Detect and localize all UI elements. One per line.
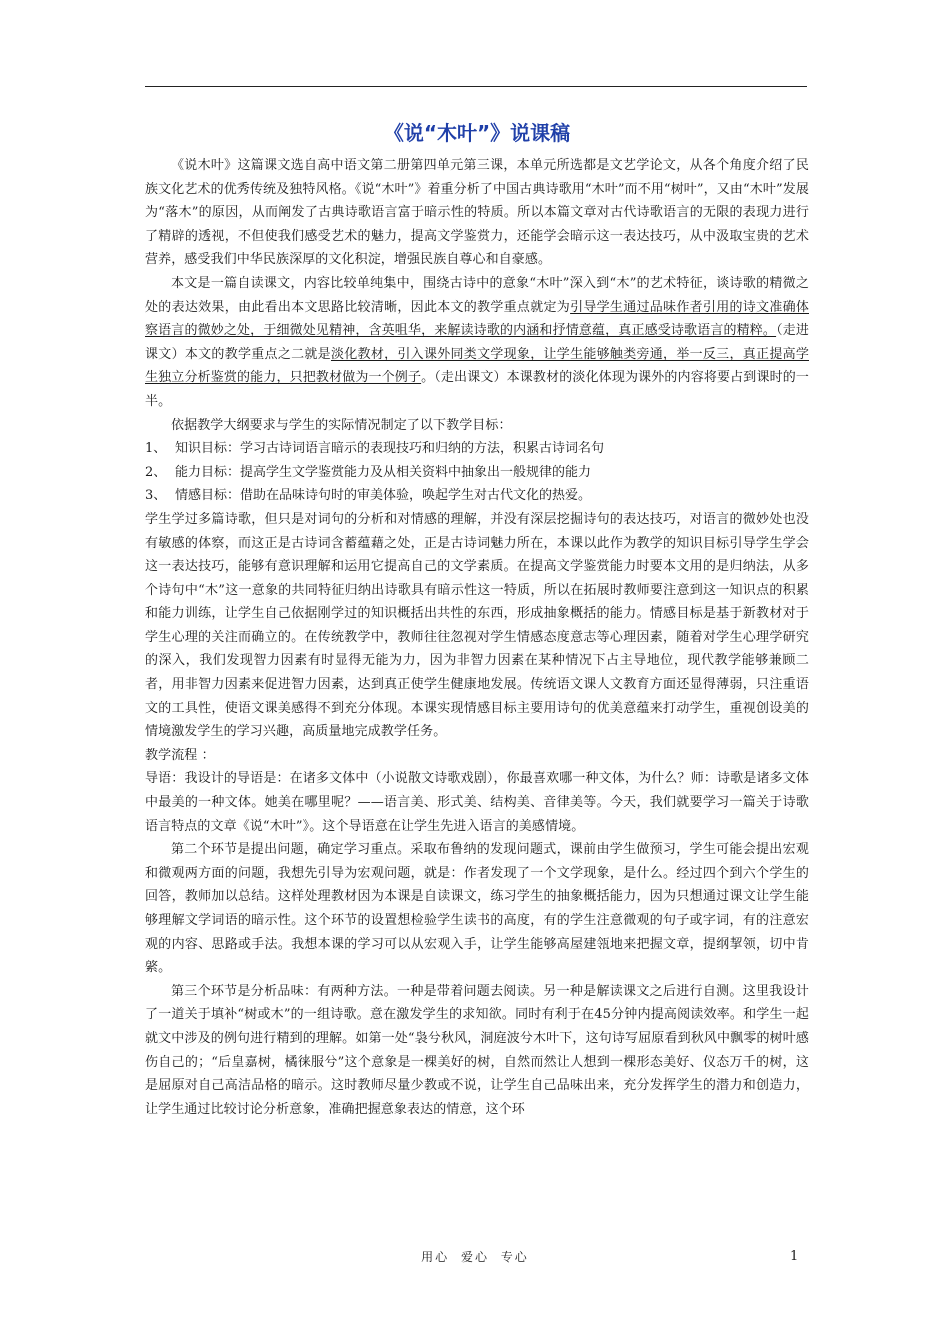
goal-number: 3、 (145, 488, 167, 504)
paragraph-goal-analysis: 学生学过多篇诗歌，但只是对词句的分析和对情感的理解，并没有深层挖掘诗句的表达技巧，对语言的微妙处也没有敏感的体察，而这正是古诗词含蓄蕴藉之处，正是古诗词魅力所在，本课以此作为教学的知识目标引导学生学会这一表达技巧，能够有意识理解和运用它提高自己的文学素质。在提高文学鉴赏能力时要本文用的是归纳法，从多个诗句中“木”这一意象的共同特征归纳出诗歌具有暗示性这一特质，所以在拓展时教师要注意到这一知识点的积累和能力训练，让学生自己依据刚学过的知识概括出共性的东西，形成抽象概括的能力。情感目标是基于新教材对于学生心理的关注而确立的。在传统教学中，教师往往忽视对学生情感态度意志等心理因素，随着对学生心理学研究的深入，我们发现智力因素有时显得无能为力，因为非智力因素在某种情况下占主导地位，现代教学能够兼顾二者，用非智力因素来促进智力因素，达到真正使学生健康地发展。传统语文课人文教育方面还显得薄弱，只注重语文的工具性，使语文课美感得不到充分体现。本课实现情感目标主要用诗句的优美意蕴来打动学生，重视创设美的情境激发学生的学习兴趣，高质量地完成教学任务。 (145, 511, 809, 740)
paragraph-goals-intro: 依据教学大纲要求与学生的实际情况制定了以下教学目标： (171, 417, 512, 433)
paragraph-intro: 《说木叶》这篇课文选自高中语文第二册第四单元第三课，本单元所选都是文艺学论文，从各个角度介绍了民族文化艺术的优秀传统及独特风格。《说“木叶”》着重分析了中国古典诗歌用“木叶”而不用“树叶”，又由“木叶”发展为“落木”的原因，从而阐发了古典诗歌语言富于暗示性的特质。所以本篇文章对古代诗歌语言的无限的表现力进行了精辟的透视，不但使我们感受艺术的魅力，提高文学鉴赏力，还能学会暗示这一表达技巧，从中汲取宝贵的艺术营养，感受我们中华民族深厚的文化积淀，增强民族自尊心和自豪感。 (145, 158, 809, 268)
focus-underlined-1: 引导学生通过品味作者引用的诗文准确体察语言的微妙之处，于细微处见精神，含英咀华，来解读诗歌的内涵和抒情意蕴，真正感受诗歌语言的精粹。 (145, 299, 809, 339)
goal-item (145, 437, 809, 461)
goal-number: 1、 (145, 441, 167, 457)
goal-item (145, 484, 809, 508)
page-title: 《说“木叶”》说课稿 (383, 121, 571, 145)
goal-text: 知识目标：学习古诗词语言暗示的表现技巧和归纳的方法，积累古诗词名句 (175, 441, 605, 457)
focus-text-c: （走进课文）本文的教学重点之二就是 (145, 323, 809, 362)
footer-motto: 用心 爱心 专心 (421, 1250, 529, 1264)
page-number: 1 (790, 1249, 799, 1264)
header-rule (145, 86, 807, 87)
document-body (145, 118, 809, 1121)
goal-text: 能力目标：提高学生文学鉴赏能力及从相关资料中抽象出一般规律的能力 (175, 464, 592, 480)
focus-text-e: 。（走出课文）本课教材的淡化体现为课外的内容将要占到课时的一半。 (145, 370, 809, 409)
paragraph-flow-heading: 教学流程 ： (145, 747, 215, 763)
paragraph-step-two: 第二个环节是提出问题，确定学习重点。采取布鲁纳的发现问题式，课前由学生做预习，学生可能会提出宏观和微观两方面的问题，我想先引导为宏观问题，就是：作者发现了一个文学现象，是什么。经过四个到六个学生的回答，教师加以总结。这样处理教材因为本课是自读课文，练习学生的抽象概括能力，因为只想通过课文让学生能够理解文学词语的暗示性。这个环节的设置想检验学生读书的高度，有的学生注意微观的句子或字词，有的注意宏观的内容、思路或手法。我想本课的学习可以从宏观入手，让学生能够高屋建瓴地来把握文章，提纲挈领，切中肯綮。 (145, 842, 809, 976)
paragraph-step-three: 第三个环节是分析品味：有两种方法。一种是带着问题去阅读。另一种是解读课文之后进行自测。这里我设计了一道关于填补“树或木”的一组诗歌。意在激发学生的求知欲。同时有利于在45分钟内提高阅读效率。和学生一起就文中涉及的例句进行精到的理解。如第一处“袅兮秋风，洞庭波兮木叶下，这句诗写屈原看到秋风中飘零的树叶感伤自己的；“后皇嘉树，橘徕服兮”这个意象是一棵美好的树，自然而然让人想到一棵形态美好、仪态万千的树，这是屈原对自己高洁品格的暗示。这时教师尽量少教或不说，让学生自己品味出来，充分发挥学生的潜力和创造力，让学生通过比较讨论分析意象，准确把握意象表达的情意，这个环 (145, 983, 809, 1117)
focus-text-a: 本文是一篇自读课文，内容比较单纯集中，围绕古诗中的意象“木叶”深入到“木”的艺术特征，谈诗歌的精微之处的表达效果，由此看出本文思路比较清晰，因此本文的教学重点就定为 (145, 275, 809, 315)
paragraph-lead-in: 导语：我设计的导语是：在诸多文体中（小说散文诗歌戏剧），你最喜欢哪一种文体，为什么？师：诗歌是诸多文体中最美的一种文体。她美在哪里呢？——语言美、形式美、结构美、音律美等。今天，我们就要学习一篇关于诗歌语言特点的文章《说“木叶”》。这个导语意在让学生先进入语言的美感情境。 (145, 771, 809, 834)
goal-text: 情感目标：借助在品味诗句时的审美体验，唤起学生对古代文化的热爱。 (175, 488, 592, 504)
goal-item (145, 461, 809, 485)
focus-underlined-2: 淡化教材，引入课外同类文学现象，让学生能够触类旁通，举一反三，真正提高学生独立分析鉴赏的能力，只把教材做为一个例子 (145, 346, 809, 386)
goal-number: 2、 (145, 464, 167, 480)
paragraph-teaching-focus (145, 272, 809, 414)
